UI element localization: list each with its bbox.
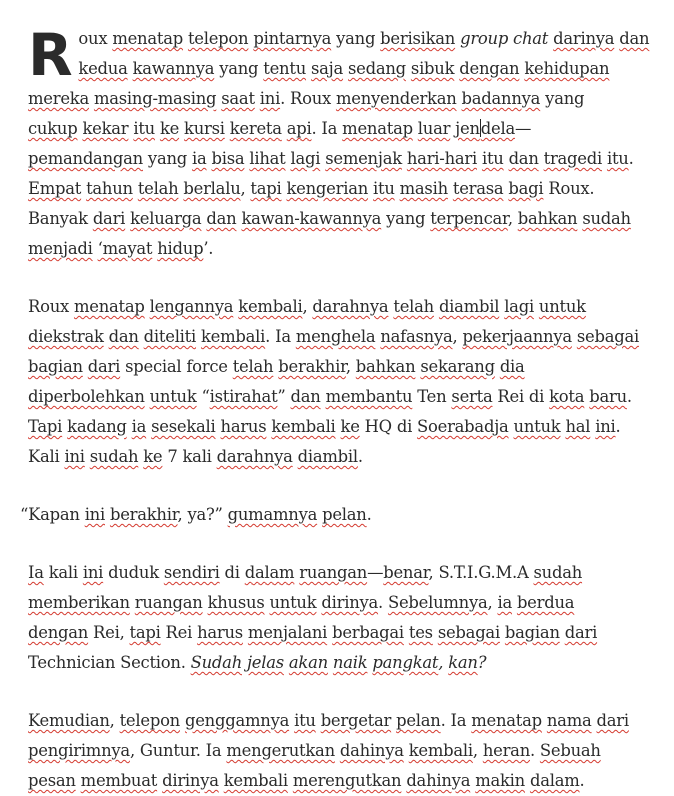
misspelled-word: nama	[546, 711, 592, 730]
text-run: Technician Section.	[28, 653, 191, 672]
misspelled-word: ini	[595, 417, 616, 436]
misspelled-word: keluarga	[130, 209, 202, 228]
document-body[interactable]	[20, 21, 658, 796]
text-run: oux	[78, 29, 113, 48]
misspelled-word: gumamnya	[227, 505, 318, 524]
misspelled-word: ruangan	[299, 563, 368, 582]
misspelled-word: kembali	[223, 771, 288, 790]
misspelled-word: menghela	[295, 327, 376, 346]
misspelled-word: Sudah	[190, 653, 242, 672]
text-run: “	[196, 387, 210, 406]
paragraph-1	[28, 21, 658, 264]
text-run: . Ia	[311, 119, 343, 138]
misspelled-word: masing-masing	[93, 89, 217, 108]
text-run: yang	[331, 29, 381, 48]
misspelled-word: lihat	[249, 149, 286, 168]
text-run: ?	[477, 653, 487, 672]
misspelled-word: berlalu	[183, 179, 241, 198]
text-run: .	[615, 417, 621, 436]
text-run: Banyak	[28, 209, 93, 228]
text-run: yang	[381, 209, 431, 228]
misspelled-word: pelan	[322, 505, 367, 524]
text-run: yang	[214, 59, 264, 78]
misspelled-word: sekarang	[420, 357, 495, 376]
text-run: yang	[540, 89, 585, 108]
misspelled-word: ke	[143, 447, 163, 466]
text-run: group chat	[460, 29, 549, 48]
text-run: Kali	[28, 447, 65, 466]
text-run: kali	[43, 563, 83, 582]
misspelled-word: cukup	[28, 119, 78, 138]
misspelled-word: pekerjaannya	[462, 327, 572, 346]
misspelled-word: baru	[589, 387, 627, 406]
misspelled-word: untuk	[513, 417, 561, 436]
misspelled-word: mereka	[28, 89, 89, 108]
misspelled-word: telah	[232, 357, 274, 376]
misspelled-word: itu	[294, 711, 316, 730]
text-run: .	[366, 505, 372, 524]
misspelled-word: membuat	[80, 771, 158, 790]
text-run: HQ di	[359, 417, 418, 436]
misspelled-word: ini	[84, 505, 105, 524]
misspelled-word: dia	[499, 357, 525, 376]
misspelled-word: darahnya	[216, 447, 293, 466]
misspelled-word: dan	[290, 387, 321, 406]
misspelled-word: sedang	[348, 59, 406, 78]
misspelled-word: telepon	[119, 711, 180, 730]
misspelled-word: lengannya	[149, 297, 234, 316]
text-run: ,	[240, 179, 251, 198]
misspelled-word: kereta	[229, 119, 282, 138]
text-line	[28, 588, 658, 618]
misspelled-word: pemandangan	[28, 149, 143, 168]
misspelled-word: dan	[508, 149, 539, 168]
misspelled-word: menyenderkan	[335, 89, 457, 108]
misspelled-word: menatap	[73, 297, 145, 316]
misspelled-word: makin	[475, 771, 525, 790]
misspelled-word: hidup	[157, 239, 204, 258]
misspelled-word: dengan	[28, 623, 89, 642]
text-line	[28, 442, 658, 472]
text-line	[28, 736, 658, 766]
text-line	[28, 234, 658, 264]
text-run: ,	[487, 593, 498, 612]
misspelled-word: pangkat	[372, 653, 439, 672]
misspelled-word: kembali	[271, 417, 336, 436]
misspelled-word: kembali	[238, 297, 303, 316]
misspelled-word: hal	[565, 417, 591, 436]
text-run: ’.	[203, 239, 214, 258]
text-run: 7 kali	[162, 447, 217, 466]
misspelled-word: dirinya	[321, 593, 379, 612]
misspelled-word: masih	[399, 179, 448, 198]
misspelled-word: merengutkan	[292, 771, 402, 790]
misspelled-word: terpencar	[430, 209, 508, 228]
misspelled-word: itu	[481, 149, 504, 168]
text-run: ,	[345, 357, 356, 376]
misspelled-word: dalam	[529, 771, 580, 790]
text-run: Rei,	[88, 623, 130, 642]
misspelled-word: lagi	[504, 297, 534, 316]
text-line	[20, 500, 658, 530]
misspelled-word: kekar	[82, 119, 129, 138]
misspelled-word: membantu	[325, 387, 413, 406]
misspelled-word: tahun	[86, 179, 133, 198]
misspelled-word: ia	[191, 149, 207, 168]
misspelled-word: telepon	[187, 29, 249, 48]
misspelled-word: tentu	[263, 59, 307, 78]
misspelled-word: pelan	[396, 711, 441, 730]
misspelled-word: dela	[480, 119, 515, 138]
text-run: Rei di	[492, 387, 550, 406]
misspelled-word: ini	[259, 89, 281, 108]
misspelled-word: semenjak	[325, 149, 402, 168]
misspelled-word: pesan	[28, 771, 76, 790]
misspelled-word: untuk	[269, 593, 317, 612]
text-line	[28, 352, 658, 382]
misspelled-word: darinya	[553, 29, 615, 48]
misspelled-word: telah	[393, 297, 434, 316]
misspelled-word: sendiri	[163, 563, 220, 582]
misspelled-word: ‘mayat	[97, 239, 153, 258]
misspelled-word: harus	[197, 623, 243, 642]
text-run: —	[514, 119, 532, 138]
misspelled-word: harus	[220, 417, 267, 436]
misspelled-word: sebagai	[437, 623, 500, 642]
misspelled-word: dari	[596, 711, 629, 730]
misspelled-word: bagian	[28, 357, 83, 376]
misspelled-word: khusus	[207, 593, 265, 612]
misspelled-word: diteliti	[143, 327, 197, 346]
text-line	[28, 706, 658, 736]
text-line	[28, 766, 658, 796]
text-run: , ya?”	[177, 505, 228, 524]
misspelled-word: diambil	[297, 447, 358, 466]
text-line	[28, 54, 658, 84]
text-run: —	[367, 563, 384, 582]
text-run: . Ia	[265, 327, 296, 346]
text-run: ,	[452, 327, 463, 346]
misspelled-word: ke	[340, 417, 360, 436]
text-run: Ten	[412, 387, 452, 406]
text-line	[28, 412, 658, 442]
misspelled-word: diambil	[438, 297, 500, 316]
misspelled-word: dan	[108, 327, 139, 346]
misspelled-word: dahinya	[406, 771, 471, 790]
misspelled-word: tragedi	[543, 149, 602, 168]
text-run: yang	[142, 149, 192, 168]
misspelled-word: dirinya	[162, 771, 219, 790]
misspelled-word: kawan-kawannya	[241, 209, 382, 228]
text-run: “Kapan	[20, 505, 85, 524]
misspelled-word: kursi	[184, 119, 225, 138]
text-line	[28, 144, 658, 174]
misspelled-word: itu	[373, 179, 395, 198]
paragraph-2	[28, 292, 658, 472]
misspelled-word: kota	[549, 387, 585, 406]
text-run: ”	[277, 387, 291, 406]
misspelled-word: nafasnya	[380, 327, 453, 346]
text-line	[28, 292, 658, 322]
misspelled-word: dalam	[244, 563, 295, 582]
text-run: . Roux	[280, 89, 336, 108]
text-run: Roux	[28, 297, 74, 316]
misspelled-word: menatap	[342, 119, 413, 138]
text-run: ,	[109, 711, 120, 730]
misspelled-word: bergetar	[320, 711, 392, 730]
misspelled-word: saja	[310, 59, 344, 78]
misspelled-word: bagi	[508, 179, 544, 198]
misspelled-word: genggamnya	[184, 711, 290, 730]
misspelled-word: dari	[564, 623, 598, 642]
misspelled-word: menatap	[112, 29, 183, 48]
misspelled-word: tapi	[250, 179, 282, 198]
text-run: .	[357, 447, 363, 466]
text-line	[28, 558, 658, 588]
text-run: ,	[472, 741, 483, 760]
misspelled-word: heran	[482, 741, 530, 760]
text-run: di	[219, 563, 245, 582]
misspelled-word: bahkan	[355, 357, 416, 376]
misspelled-word: menatap	[471, 711, 542, 730]
text-line	[28, 382, 658, 412]
misspelled-word: naik	[332, 653, 368, 672]
misspelled-word: sudah	[89, 447, 139, 466]
misspelled-word: jen	[455, 119, 480, 138]
text-line	[28, 204, 658, 234]
misspelled-word: dahinya	[339, 741, 404, 760]
misspelled-word: serta	[451, 387, 493, 406]
misspelled-word: dari	[87, 357, 121, 376]
text-line	[28, 174, 658, 204]
text-run: .	[579, 771, 585, 790]
text-line	[28, 322, 658, 352]
misspelled-word: istirahat	[209, 387, 278, 406]
misspelled-word: lagi	[290, 149, 321, 168]
misspelled-word: berakhir	[278, 357, 346, 376]
text-line	[28, 24, 658, 54]
misspelled-word: sesekali	[151, 417, 216, 436]
misspelled-word: sibuk	[410, 59, 455, 78]
misspelled-word: ia	[497, 593, 512, 612]
misspelled-word: Ia	[28, 563, 44, 582]
misspelled-word: ini	[64, 447, 85, 466]
misspelled-word: diperbolehkan	[28, 387, 145, 406]
misspelled-word: dari	[92, 209, 126, 228]
misspelled-word: kedua	[78, 59, 128, 78]
misspelled-word: berisikan	[380, 29, 456, 48]
misspelled-word: Empat	[28, 179, 82, 198]
text-run: .	[378, 593, 388, 612]
misspelled-word: Kemudian	[28, 711, 110, 730]
misspelled-word: terasa	[452, 179, 504, 198]
misspelled-word: Sebelumnya	[387, 593, 488, 612]
text-run: .	[628, 149, 634, 168]
misspelled-word: benar	[383, 563, 429, 582]
misspelled-word: bahkan	[517, 209, 578, 228]
misspelled-word: berdua	[516, 593, 575, 612]
misspelled-word: kengerian	[286, 179, 369, 198]
misspelled-word: hari-hari	[406, 149, 477, 168]
misspelled-word: bagian	[504, 623, 560, 642]
text-line	[28, 648, 658, 678]
misspelled-word: sudah	[582, 209, 631, 228]
text-run: special force	[120, 357, 233, 376]
misspelled-word: ke	[159, 119, 180, 138]
misspelled-word: luar	[417, 119, 451, 138]
misspelled-word: jelas	[246, 653, 284, 672]
misspelled-word: sudah	[533, 563, 583, 582]
misspelled-word: memberikan	[28, 593, 130, 612]
text-run: . Ia	[440, 711, 472, 730]
misspelled-word: dan	[206, 209, 237, 228]
misspelled-word: badannya	[461, 89, 541, 108]
text-run: ,	[507, 209, 518, 228]
misspelled-word: ruangan	[134, 593, 203, 612]
text-run: , Guntur. Ia	[129, 741, 227, 760]
misspelled-word: kembali	[408, 741, 473, 760]
text-run: Rei	[160, 623, 198, 642]
text-run: Roux.	[543, 179, 595, 198]
text-line	[28, 618, 658, 648]
text-run: , S.T.I.G.M.A	[428, 563, 534, 582]
misspelled-word: kan	[448, 653, 478, 672]
misspelled-word: menjalani	[247, 623, 328, 642]
misspelled-word: Tapi	[28, 417, 63, 436]
misspelled-word: pintarnya	[253, 29, 332, 48]
misspelled-word: pengirimnya	[28, 741, 130, 760]
misspelled-word: dengan	[459, 59, 520, 78]
text-run: ,	[438, 653, 449, 672]
misspelled-word: api	[286, 119, 312, 138]
text-run: duduk	[103, 563, 164, 582]
misspelled-word: dan	[619, 29, 650, 48]
misspelled-word: sebagai	[576, 327, 639, 346]
misspelled-word: menjadi	[28, 239, 93, 258]
misspelled-word: kawannya	[132, 59, 215, 78]
misspelled-word: kadang	[67, 417, 127, 436]
misspelled-word: telah	[137, 179, 179, 198]
paragraph-4	[28, 558, 658, 678]
misspelled-word: kehidupan	[524, 59, 610, 78]
misspelled-word: berbagai	[332, 623, 404, 642]
misspelled-word: tapi	[129, 623, 161, 642]
misspelled-word: kembali	[200, 327, 266, 346]
misspelled-word: itu	[133, 119, 155, 138]
text-run: ,	[302, 297, 313, 316]
misspelled-word: darahnya	[312, 297, 389, 316]
misspelled-word: Sebuah	[539, 741, 601, 760]
misspelled-word: ini	[82, 563, 104, 582]
paragraph-3-dialogue	[20, 500, 658, 530]
misspelled-word: itu	[606, 149, 629, 168]
misspelled-word: ia	[131, 417, 147, 436]
text-line	[28, 84, 658, 114]
misspelled-word: untuk	[149, 387, 197, 406]
misspelled-word: berakhir	[109, 505, 178, 524]
misspelled-word: mengerutkan	[226, 741, 335, 760]
text-run: .	[626, 387, 632, 406]
misspelled-word: saat	[221, 89, 255, 108]
text-line	[28, 114, 658, 144]
misspelled-word: diekstrak	[28, 327, 104, 346]
misspelled-word: akan	[288, 653, 328, 672]
drop-cap: R	[28, 21, 73, 89]
text-run: .	[530, 741, 540, 760]
misspelled-word: Soerabadja	[417, 417, 509, 436]
misspelled-word: untuk	[538, 297, 586, 316]
misspelled-word: tes	[408, 623, 433, 642]
paragraph-5	[28, 706, 658, 796]
misspelled-word: bisa	[211, 149, 245, 168]
